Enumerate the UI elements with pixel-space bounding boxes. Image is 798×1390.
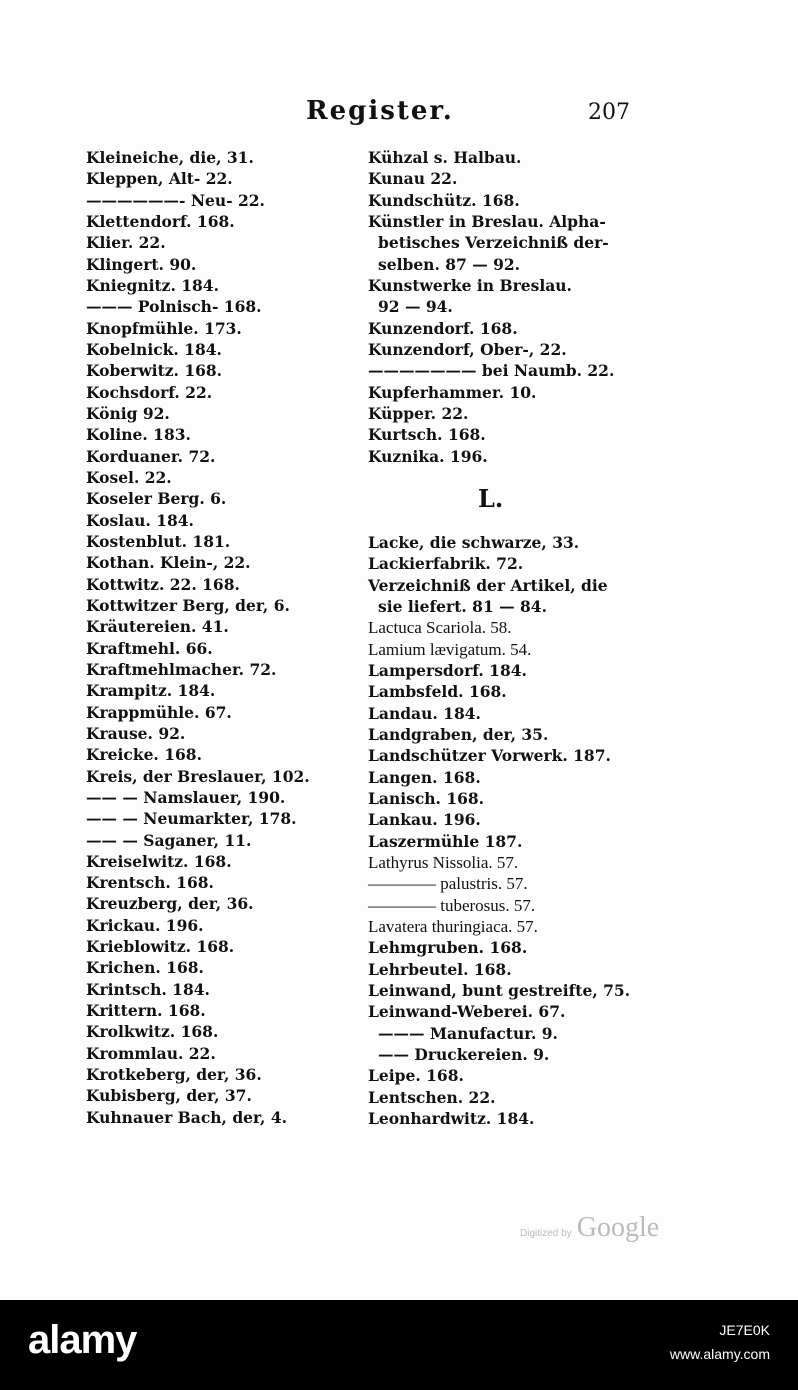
index-entry: Lankau. 196. [368,810,481,830]
index-entry: Kniegnitz. 184. [86,275,219,295]
index-entry: Kunzendorf. 168. [368,318,518,338]
index-entry: König 92. [86,403,170,423]
section-heading-l: L. [478,484,504,513]
index-entry: Korduaner. 72. [86,446,216,466]
index-entry: Lehrbeutel. 168. [368,959,512,979]
index-entry: Laszermühle 187. [368,831,523,851]
index-column-right-l [368,532,630,1129]
index-entry: Kunau 22. [368,169,458,189]
index-entry: Lavatera thuringiaca. 57. [368,916,538,936]
index-entry: Leinwand, bunt gestreifte, 75. [368,980,631,1000]
index-entry: Kochsdorf. 22. [86,382,213,402]
index-entry: Kräutereien. 41. [86,617,229,637]
index-entry: Klier. 22. [86,233,166,253]
index-entry: Kuznika. 196. [368,446,488,466]
index-entry: ———— palustris. 57. [368,874,528,894]
index-entry: Kreiselwitz. 168. [86,851,232,871]
page-number: 207 [588,100,630,125]
index-entry: Krotkeberg, der, 36. [86,1065,262,1085]
index-entry: Kottwitz. 22. 168. [86,574,240,594]
index-entry: Kuhnauer Bach, der, 4. [86,1107,288,1127]
page-title: Register. [306,96,454,126]
index-column-left [86,147,310,1128]
index-entry: Kreicke. 168. [86,745,202,765]
index-entry: Kothan. Klein-, 22. [86,553,251,573]
index-entry: Kleineiche, die, 31. [86,148,254,167]
index-entry: Kraftmehl. 66. [86,638,213,658]
index-entry: Krommlau. 22. [86,1043,216,1063]
index-entry: Leipe. 168. [368,1066,464,1086]
index-entry: ———— tuberosus. 57. [368,895,536,915]
index-entry: Klettendorf. 168. [86,211,235,231]
index-entry: Krickau. 196. [86,915,204,935]
index-entry: Krintsch. 184. [86,979,210,999]
index-entry: Kunstwerke in Breslau. [368,275,572,295]
index-entry: Kosel. 22. [86,467,172,487]
stock-footer-band [0,1300,798,1390]
index-entry: Kleppen, Alt- 22. [86,169,233,189]
alamy-logo: alamy [28,1318,137,1362]
index-entry: —— Druckereien. 9. [378,1044,550,1064]
index-entry: Langen. 168. [368,767,481,787]
index-entry: ——————— bei Naumb. 22. [368,361,615,381]
index-entry: 92 — 94. [378,297,453,317]
index-entry: Lehmgruben. 168. [368,938,528,958]
index-entry: Kobelnick. 184. [86,339,222,359]
index-entry: Krittern. 168. [86,1001,206,1021]
index-entry: Lampersdorf. 184. [368,660,527,680]
index-entry: Krieblowitz. 168. [86,937,235,957]
index-entry: Landau. 184. [368,703,481,723]
index-entry: selben. 87 — 92. [378,254,521,274]
index-entry: Koberwitz. 168. [86,361,223,381]
index-entry: Leinwand-Weberei. 67. [368,1002,566,1022]
index-entry: Kreis, der Breslauer, 102. [86,766,310,786]
index-entry: Krappmühle. 67. [86,702,232,722]
index-entry: Kubisberg, der, 37. [86,1086,252,1106]
index-entry: Lambsfeld. 168. [368,682,507,702]
index-entry: Krolkwitz. 168. [86,1022,219,1042]
index-entry: Krentsch. 168. [86,873,214,893]
index-entry: —— — Saganer, 11. [86,830,252,850]
google-logo: Google [576,1212,660,1243]
index-entry: Lacke, die schwarze, 33. [368,533,580,552]
image-id: JE7E0K [719,1322,770,1338]
index-entry: Kostenblut. 181. [86,531,231,551]
index-entry: Landschützer Vorwerk. 187. [368,746,611,766]
index-entry: —— — Neumarkter, 178. [86,809,297,829]
index-entry: Kupferhammer. 10. [368,382,537,402]
footer-url: www.alamy.com [669,1346,770,1362]
index-entry: Kunzendorf, Ober-, 22. [368,339,567,359]
index-entry: Küpper. 22. [368,403,469,423]
index-entry: betisches Verzeichniß der- [378,233,609,253]
index-entry: Lentschen. 22. [368,1087,496,1107]
index-entry: Lamium lævigatum. 54. [368,639,532,659]
index-entry: —— — Namslauer, 190. [86,787,286,807]
index-entry: Kraftmehlmacher. 72. [86,659,277,679]
index-entry: Krause. 92. [86,723,186,743]
index-entry: Lanisch. 168. [368,788,485,808]
index-entry: ——— Manufactur. 9. [378,1023,558,1043]
index-entry: Krampitz. 184. [86,681,216,701]
index-entry: Kottwitzer Berg, der, 6. [86,595,290,615]
index-entry: Lactuca Scariola. 58. [368,618,512,638]
index-entry: Künstler in Breslau. Alpha- [368,211,606,231]
index-entry: Lackierfabrik. 72. [368,554,524,574]
index-entry: sie liefert. 81 — 84. [378,596,547,616]
index-entry: Kundschütz. 168. [368,190,520,210]
index-entry: Krichen. 168. [86,958,204,978]
index-entry: Knopfmühle. 173. [86,318,242,338]
index-entry: Landgraben, der, 35. [368,724,549,744]
index-entry: Koline. 183. [86,425,191,445]
index-entry: ——— Polnisch- 168. [86,297,262,317]
index-entry: Koseler Berg. 6. [86,489,227,509]
google-watermark [520,1212,659,1244]
index-column-right-k [368,147,614,467]
index-entry: Leonhardwitz. 184. [368,1108,535,1128]
index-entry: Verzeichniß der Artikel, die [368,575,608,595]
index-entry: ——————- Neu- 22. [86,190,265,210]
index-entry: Kreuzberg, der, 36. [86,894,254,914]
index-entry: Klingert. 90. [86,254,197,274]
index-entry: Kühzal s. Halbau. [368,148,522,167]
index-entry: Kurtsch. 168. [368,425,486,445]
index-entry: Lathyrus Nissolia. 57. [368,852,519,872]
digitized-by-label: Digitized by [520,1228,572,1239]
index-entry: Koslau. 184. [86,510,194,530]
